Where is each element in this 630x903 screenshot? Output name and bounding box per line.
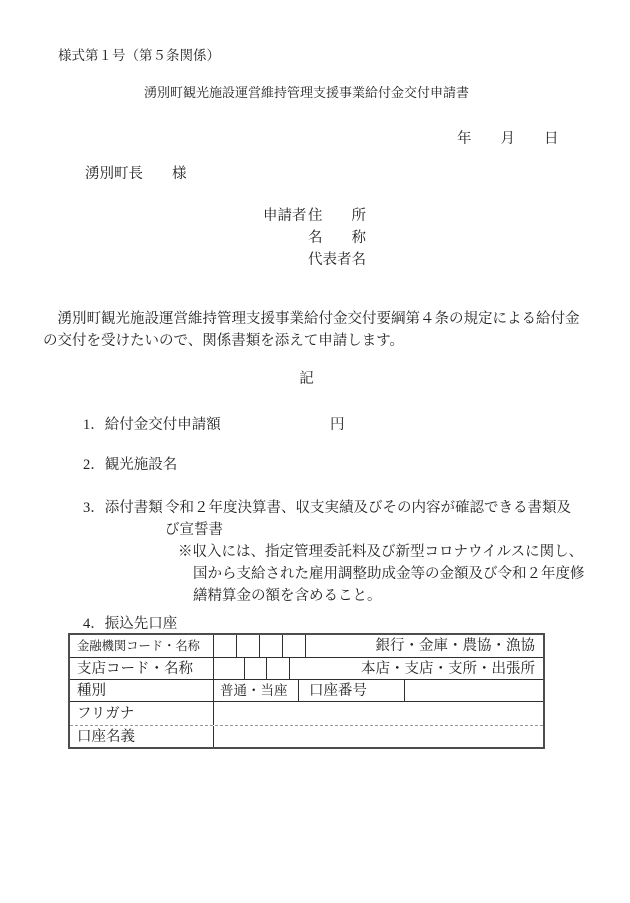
attachments-note-line: 国から支給された雇用調整助成金等の金額及び令和２年度修 — [193, 566, 585, 582]
attachments-content-line: び宣誓書 — [165, 522, 223, 538]
table-row-account-holder — [70, 726, 543, 747]
table-row-account-type — [70, 680, 543, 702]
yen-unit-label: 円 — [330, 417, 345, 433]
bank-code-box — [283, 635, 306, 657]
account-number-field — [405, 680, 543, 701]
account-type-options: 普通・当座 — [214, 680, 299, 701]
item-bank-account: 4．振込先口座 — [83, 616, 178, 632]
attachments-note-line: ※収入には、指定管理委託料及び新型コロナウイルスに関し、 — [178, 544, 584, 560]
bank-code-label: 金融機関コード・名称 — [70, 635, 214, 657]
account-holder-label: 口座名義 — [70, 726, 214, 747]
item-grant-amount: 1．給付金交付申請額 — [83, 417, 221, 433]
account-holder-field — [214, 726, 543, 747]
furigana-label: フリガナ — [70, 702, 214, 725]
attachments-note-line: 繕精算金の額を含めること。 — [193, 588, 382, 604]
document-title: 湧別町観光施設運営維持管理支援事業給付金交付申請書 — [143, 85, 469, 100]
attachments-content-line: 令和２年度決算書、収支実績及びその内容が確認できる書類及 — [165, 500, 571, 516]
applicant-name-label: 名 称 — [308, 230, 366, 246]
bank-code-box — [237, 635, 260, 657]
date-line: 年 月 日 — [457, 131, 559, 147]
body-paragraph-line: の交付を受けたいので、関係書類を添えて申請します。 — [43, 333, 405, 349]
bank-code-box — [214, 635, 237, 657]
bank-type-options: 銀行・金庫・農協・漁協 — [375, 638, 535, 654]
list-marker: 記 — [299, 371, 314, 387]
item-attachments: 3．添付書類 — [83, 500, 163, 516]
branch-code-box — [214, 658, 245, 679]
branch-code-box — [245, 658, 267, 679]
table-row-furigana — [70, 702, 543, 726]
furigana-field — [214, 702, 543, 725]
body-paragraph-line: 湧別町観光施設運営維持管理支援事業給付金交付要綱第４条の規定による給付金 — [43, 311, 580, 327]
applicant-address-label: 住 所 — [308, 208, 366, 224]
table-row-bank-code — [70, 635, 543, 658]
applicant-representative-label: 代表者名 — [308, 252, 366, 268]
bank-code-box — [260, 635, 283, 657]
account-type-label: 種別 — [70, 680, 214, 701]
branch-type-options: 本店・支店・支所・出張所 — [361, 660, 535, 677]
item-facility-name: 2．観光施設名 — [83, 457, 178, 473]
branch-code-box — [267, 658, 290, 679]
addressee-line: 湧別町長 様 — [85, 166, 187, 182]
table-row-branch-code — [70, 658, 543, 680]
applicant-label: 申請者 — [263, 208, 307, 224]
branch-code-label: 支店コード・名称 — [70, 658, 214, 679]
bank-account-table — [68, 633, 545, 749]
form-number: 様式第１号（第５条関係） — [58, 48, 220, 63]
account-number-label: 口座番号 — [299, 680, 405, 701]
